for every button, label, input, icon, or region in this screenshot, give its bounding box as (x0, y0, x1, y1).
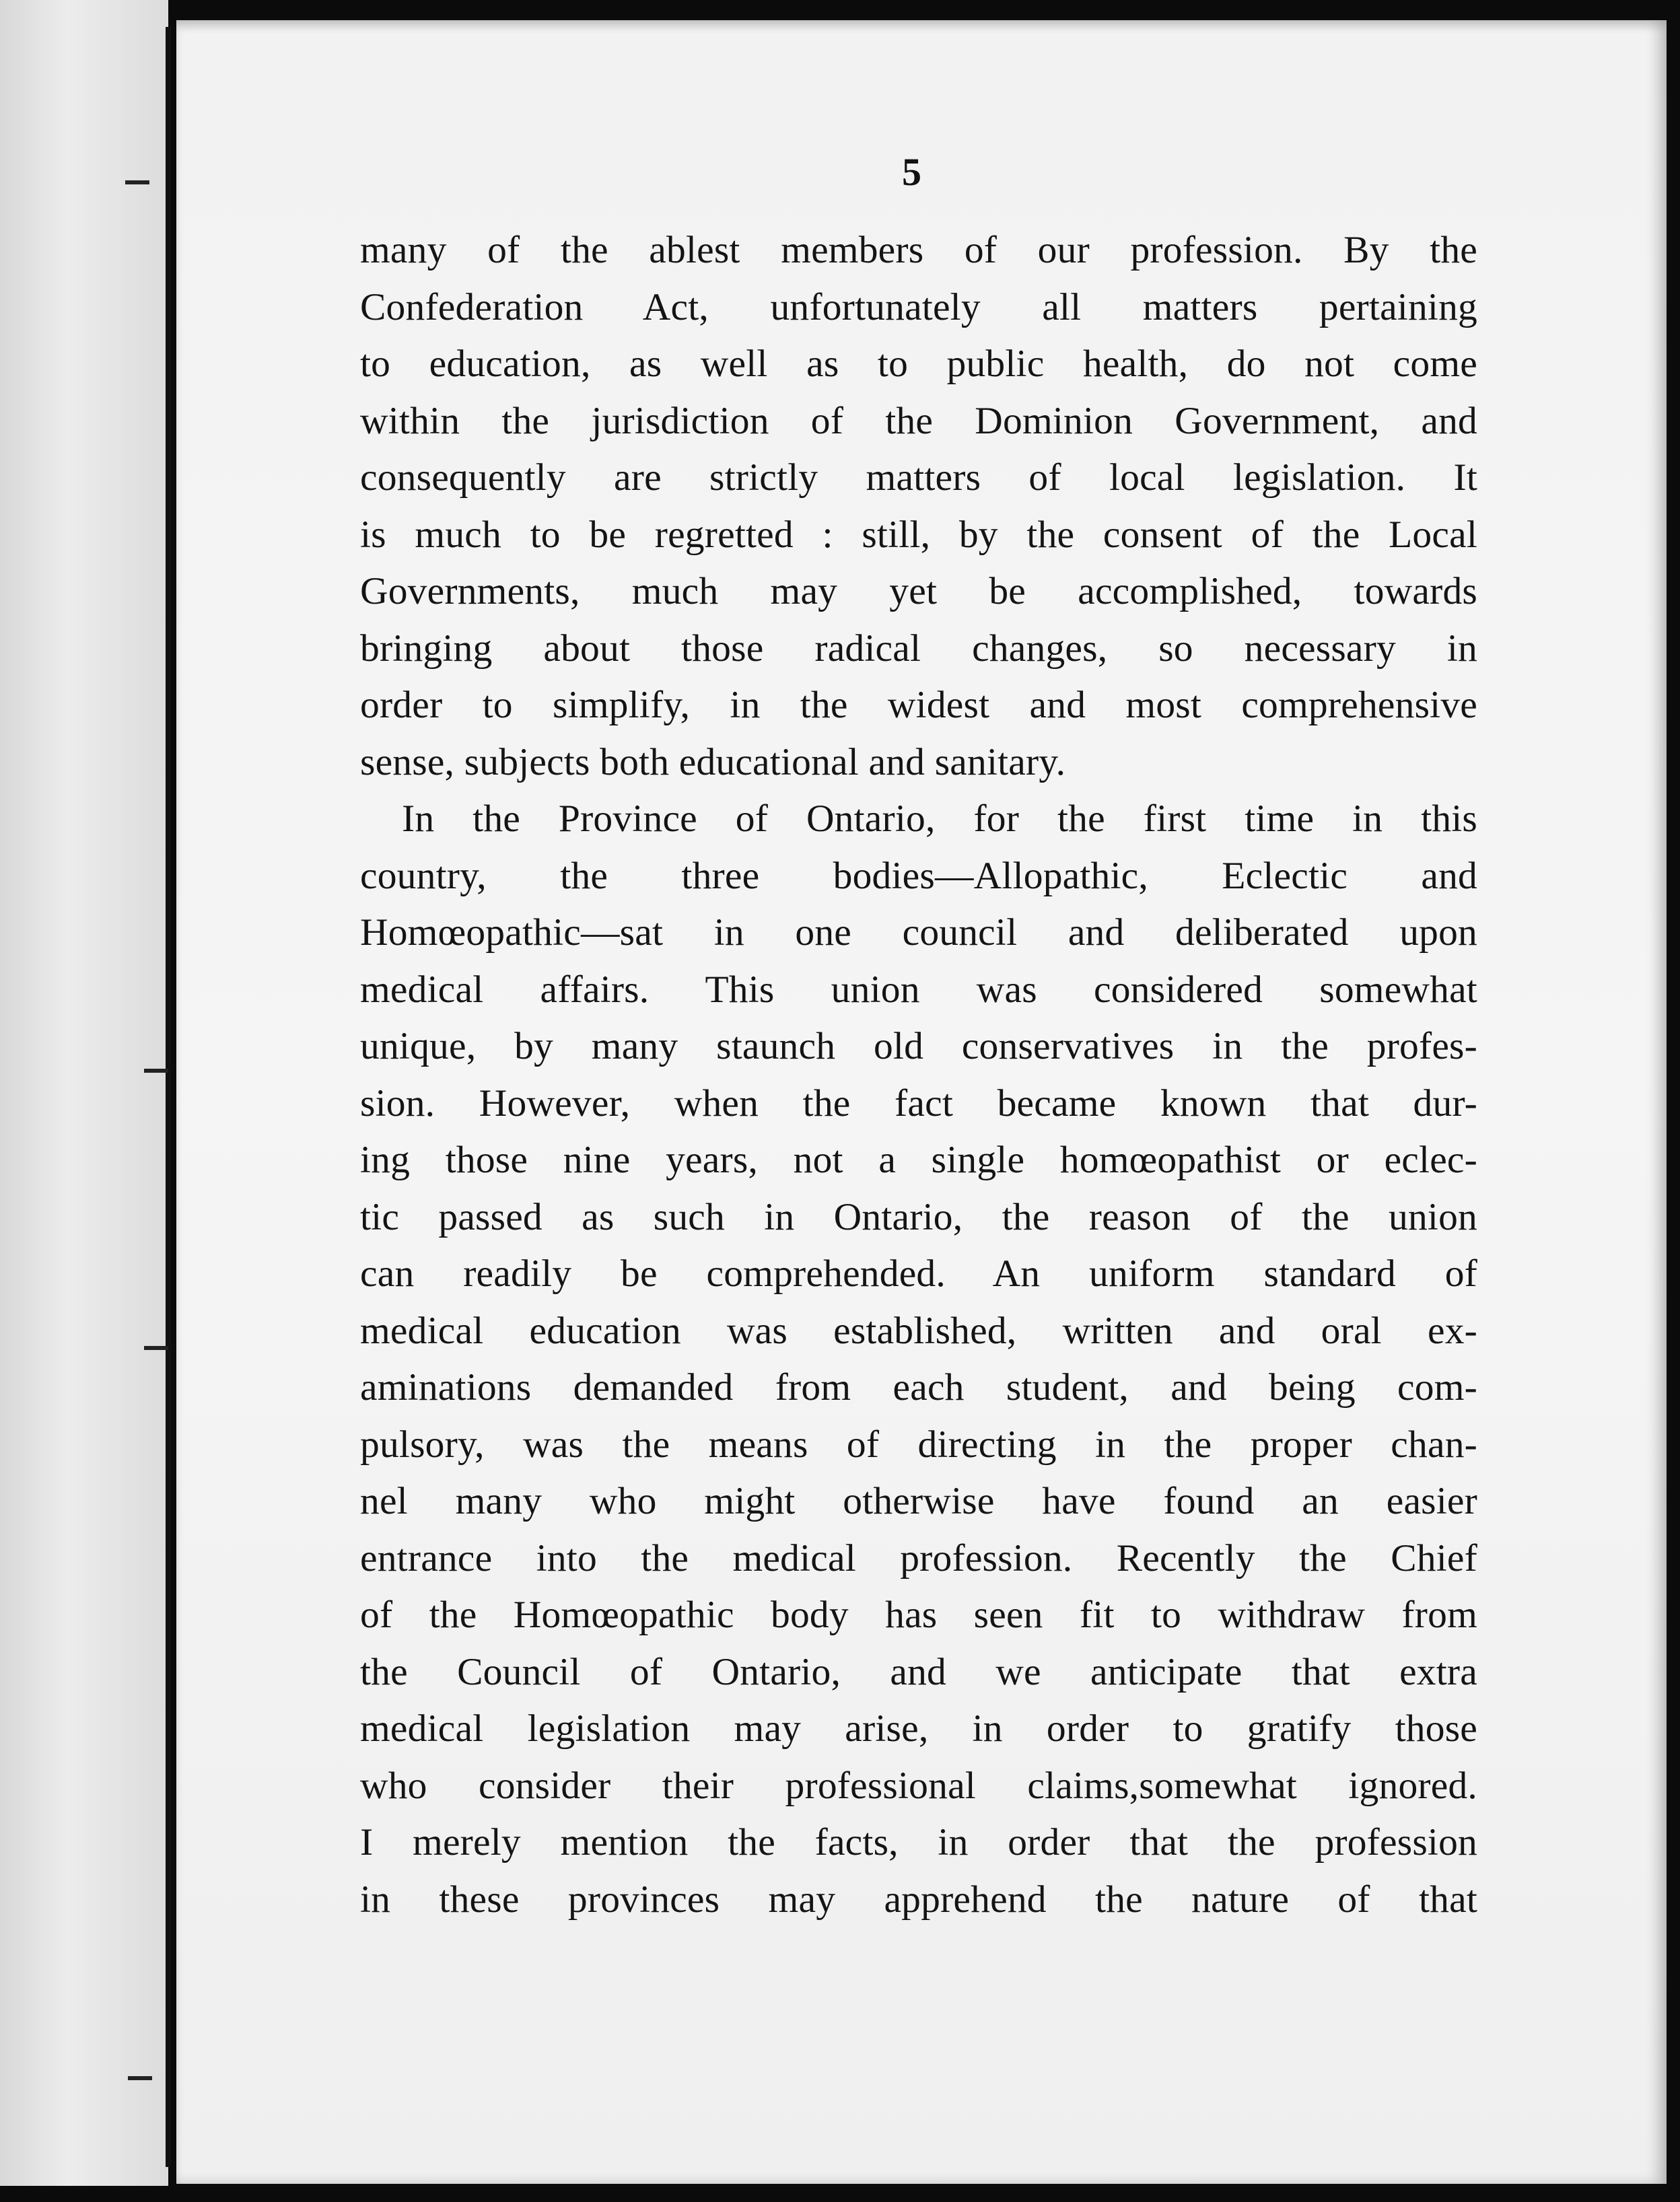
text-line: medical affairs. This union was considered somewhat (360, 968, 1477, 1011)
text-line: Governments, much may yet be accomplished, towards (360, 570, 1477, 612)
text-line: is much to be regretted : still, by the consent of the Local (360, 513, 1477, 556)
text-line: the Council of Ontario, and we anticipate that extra (360, 1650, 1477, 1693)
text-line: bringing about those radical changes, so necessary in (360, 627, 1477, 670)
binding-mark (128, 2076, 152, 2080)
text-line: many of the ablest members of our profession. By the (360, 229, 1477, 271)
text-line: Confederation Act, unfortunately all matters pertaining (360, 285, 1477, 328)
text-line: order to simplify, in the widest and most comprehensive (360, 684, 1477, 726)
text-line: pulsory, was the means of directing in the proper chan- (360, 1423, 1477, 1466)
binding-mark (125, 180, 149, 184)
text-line: nel many who might otherwise have found an easier (360, 1480, 1477, 1522)
text-line: country, the three bodies—Allopathic, Eclectic and (360, 854, 1477, 897)
text-line: medical education was established, written and oral ex- (360, 1309, 1477, 1352)
binding-mark (144, 1069, 168, 1073)
text-line: in these provinces may apprehend the nature of that (360, 1878, 1477, 1921)
text-line: unique, by many staunch old conservatives in the profes- (360, 1025, 1477, 1067)
text-line: within the jurisdiction of the Dominion Government, and (360, 399, 1477, 442)
text-line: of the Homœopathic body has seen fit to withdraw from (360, 1594, 1477, 1636)
text-line: Homœopathic—sat in one council and deliberated upon (360, 911, 1477, 954)
binding-rule (166, 27, 171, 2167)
body-text (360, 222, 1477, 1928)
text-line: I merely mention the facts, in order that the profession (360, 1821, 1477, 1863)
text-line: sense, subjects both educational and sanitary. (360, 740, 1066, 783)
text-line: ing those nine years, not a single homœopathist or eclec- (360, 1139, 1477, 1181)
text-line: tic passed as such in Ontario, the reason of the union (360, 1195, 1477, 1238)
text-line: In the Province of Ontario, for the first time in this (402, 797, 1477, 840)
binding-mark (144, 1346, 168, 1350)
text-line: can readily be comprehended. An uniform standard of (360, 1252, 1477, 1295)
text-line: consequently are strictly matters of local legislation. It (360, 456, 1477, 499)
page-right-edge (1668, 0, 1680, 2202)
page-number: 5 (902, 150, 921, 194)
page-bottom-edge (0, 2186, 1680, 2202)
text-line: aminations demanded from each student, and being com- (360, 1366, 1477, 1409)
text-line: entrance into the medical profession. Recently the Chief (360, 1536, 1477, 1579)
text-line: medical legislation may arise, in order to gratify those (360, 1707, 1477, 1750)
text-line: to education, as well as to public health, do not come (360, 343, 1477, 385)
binding-strip (0, 0, 168, 2202)
text-line: sion. However, when the fact became known that dur- (360, 1081, 1477, 1125)
text-line: who consider their professional claims,somewhat ignored. (360, 1764, 1477, 1807)
